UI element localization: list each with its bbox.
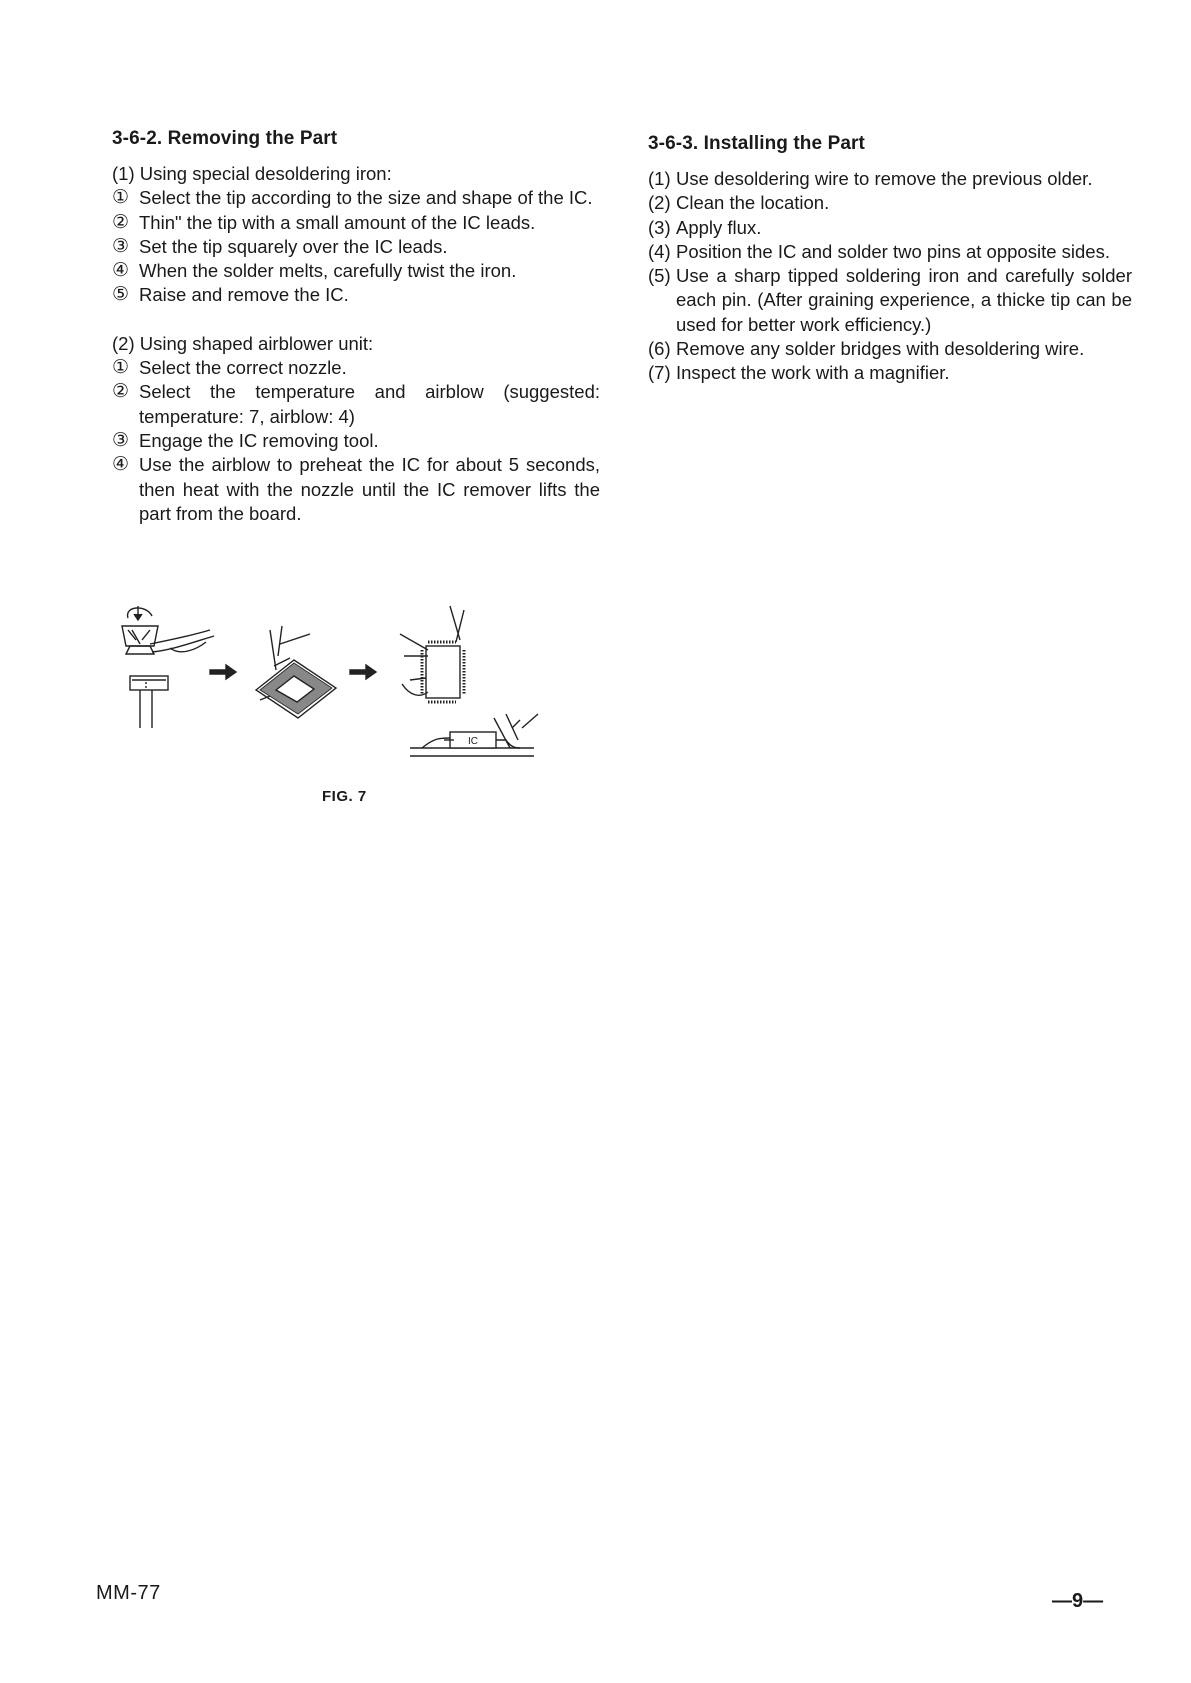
sec1-step-3	[112, 235, 600, 259]
step-text: Raise and remove the IC.	[139, 284, 349, 306]
step-text: When the solder melts, carefully twist the iron.	[139, 260, 517, 282]
step-text: Engage the IC removing tool.	[139, 429, 379, 451]
sec1-title	[112, 162, 600, 186]
ic-removal-illustration	[110, 600, 590, 780]
sec1-step-4	[112, 259, 600, 283]
step-num: (2)	[648, 192, 671, 214]
step-num: ③	[112, 235, 130, 257]
sec1-step-1	[112, 186, 600, 210]
step-text: Apply flux.	[676, 216, 762, 238]
install-step-3	[648, 216, 1132, 240]
arrow-right-icon	[210, 665, 236, 679]
step-text: Remove any solder bridges with desoldering wire.	[676, 338, 1085, 360]
ic-label: IC	[468, 736, 478, 747]
sec2-title-text: Using shaped airblower unit:	[139, 332, 374, 354]
step-num: ④	[112, 260, 130, 282]
step-num: ④	[112, 454, 130, 476]
figure-caption: FIG. 7	[322, 788, 367, 805]
sec2-step-4	[112, 453, 600, 526]
model-number: MM-77	[96, 1582, 161, 1604]
step-num: ③	[112, 429, 130, 451]
ic-on-board-icon	[410, 714, 538, 756]
figure-7	[110, 600, 590, 780]
step-text: Use a sharp tipped soldering iron and carefully solder each pin. (After graining experience, a thicke tip can be used for better work efficiency.)	[676, 265, 1132, 335]
sec2-title	[112, 332, 600, 356]
ic-lifted-icon	[400, 606, 464, 702]
step-text: Select the tip according to the size and shape of the IC.	[139, 187, 593, 209]
step-text: Use the airblow to preheat the IC for about 5 seconds, then heat with the nozzle until the IC remover lifts the part from the board.	[139, 454, 600, 524]
step-num: (6)	[648, 338, 671, 360]
install-step-6	[648, 337, 1132, 361]
install-step-5	[648, 264, 1132, 337]
step-num: ②	[112, 381, 130, 403]
step-num: ①	[112, 187, 130, 209]
step-num: ⑤	[112, 284, 130, 306]
install-step-4	[648, 240, 1132, 264]
section-removing	[112, 128, 600, 526]
sec1-step-5	[112, 283, 600, 307]
install-step-1	[648, 167, 1132, 191]
sec1-title-text: Using special desoldering iron:	[139, 163, 392, 184]
ic-chip-diamond-icon	[256, 626, 336, 718]
sec1-title-num: (1)	[112, 163, 135, 184]
step-num: (1)	[648, 168, 671, 189]
step-text: Position the IC and solder two pins at opposite sides.	[676, 240, 1110, 262]
step-text: Select the correct nozzle.	[139, 357, 347, 379]
step-text: Inspect the work with a magnifier.	[676, 362, 950, 384]
step-text: Clean the location.	[676, 192, 830, 214]
step-text: Select the temperature and airblow (suggested: temperature: 7, airblow: 4)	[139, 381, 600, 427]
heading-installing: 3-6-3. Installing the Part	[648, 133, 865, 154]
arrow-right-icon	[350, 665, 376, 679]
install-step-7	[648, 361, 1132, 385]
step-num: ②	[112, 211, 130, 233]
step-num: (7)	[648, 362, 671, 384]
page-number: —9—	[1052, 1590, 1104, 1612]
install-step-2	[648, 191, 1132, 215]
step-text: Use desoldering wire to remove the previous older.	[676, 168, 1093, 189]
airblower-nozzle-icon	[122, 606, 214, 728]
sec2-title-num: (2)	[112, 332, 135, 354]
heading-removing: 3-6-2. Removing the Part	[112, 128, 338, 149]
step-num: (5)	[648, 265, 671, 287]
step-num: (4)	[648, 240, 671, 262]
sec1-step-2	[112, 211, 600, 235]
sec2-step-2	[112, 380, 600, 429]
section-installing	[648, 133, 1132, 386]
sec2-step-1	[112, 356, 600, 380]
sec2-step-3	[112, 429, 600, 453]
step-num: (3)	[648, 216, 671, 238]
step-text: Set the tip squarely over the IC leads.	[139, 235, 448, 257]
step-num: ①	[112, 357, 130, 379]
step-text: Thin" the tip with a small amount of the IC leads.	[139, 211, 536, 233]
